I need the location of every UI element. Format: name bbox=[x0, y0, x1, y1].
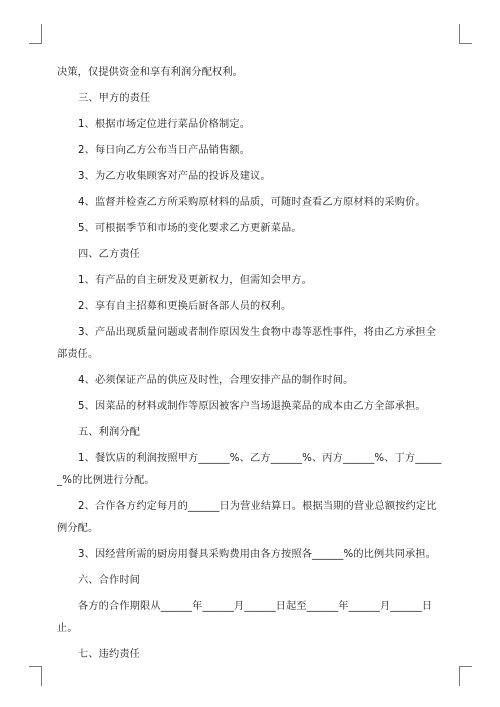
paragraph: 4、必须保证产品的供应及时性，合理安排产品的制作时间。 bbox=[78, 375, 354, 386]
paragraph: 5、可根据季节和市场的变化要求乙方更新菜品。 bbox=[78, 223, 302, 234]
section-heading: 六、合作时间 bbox=[78, 575, 141, 586]
paragraph: 1、根据市场定位进行菜品价格制定。 bbox=[78, 119, 251, 130]
crop-mark-bottom-left bbox=[29, 666, 42, 686]
section-heading: 四、乙方责任 bbox=[78, 249, 141, 260]
paragraph: 2、合作各方约定每月的______日为营业结算日。根据当期的营业总额按约定比例分配。 bbox=[57, 501, 437, 534]
paragraph: 3、因经营所需的厨房用餐具采购费用由各方按照各______%的比例共同承担。 bbox=[78, 549, 437, 560]
crop-mark-top-left bbox=[29, 24, 42, 44]
paragraph: 1、有产品的自主研发及更新权力，但需知会甲方。 bbox=[78, 275, 313, 286]
paragraph: 4、监督并检查乙方所采购原材料的品质，可随时查看乙方原材料的采购价。 bbox=[78, 197, 426, 208]
paragraph: 决策，仅提供资金和享有利润分配权利。 bbox=[57, 67, 244, 78]
paragraph: 5、因菜品的材料或制作等原因被客户当场退换菜品的成本由乙方全部承担。 bbox=[78, 401, 426, 412]
document-body bbox=[57, 62, 444, 670]
section-heading: 七、违约责任 bbox=[78, 649, 141, 660]
paragraph: 1、餐饮店的利润按照甲方______%、乙方______%、丙方______%、丁方______%的比例进行分配。 bbox=[57, 453, 442, 486]
crop-mark-top-right bbox=[459, 24, 472, 44]
paragraph: 3、产品出现质量问题或者制作原因发生食物中毒等恶性事件，将由乙方承担全部责任。 bbox=[57, 327, 437, 360]
paragraph: 2、每日向乙方公布当日产品销售额。 bbox=[78, 145, 251, 156]
section-heading: 三、甲方的责任 bbox=[78, 93, 151, 104]
section-heading: 五、利润分配 bbox=[78, 427, 141, 438]
paragraph: 2、享有自主招募和更换后厨各部人员的权利。 bbox=[78, 301, 292, 312]
paragraph: 3、为乙方收集顾客对产品的投诉及建议。 bbox=[78, 171, 271, 182]
crop-mark-bottom-right bbox=[459, 666, 472, 686]
paragraph: 各方的合作期限从______年______月______日起至______年______月______日止。 bbox=[57, 601, 433, 634]
